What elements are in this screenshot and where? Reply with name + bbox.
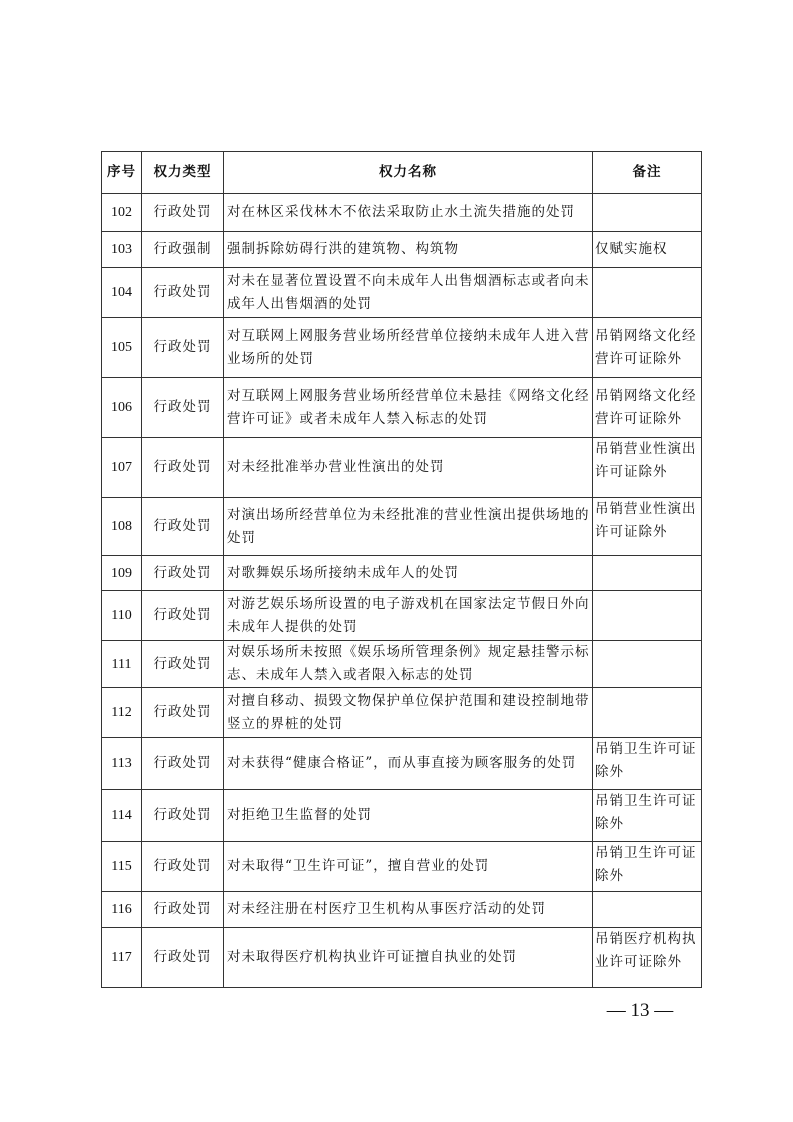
row-no: 102 [102, 194, 142, 232]
row-note: 吊销卫生许可证除外 [593, 738, 702, 790]
row-no: 115 [102, 842, 142, 892]
header-name: 权力名称 [224, 152, 593, 194]
row-type: 行政处罚 [142, 738, 224, 790]
table-row [102, 268, 702, 318]
row-no: 107 [102, 438, 142, 498]
header-no: 序号 [102, 152, 142, 194]
row-name: 对娱乐场所未按照《娱乐场所管理条例》规定悬挂警示标志、未成年人禁入或者限入标志的处罚 [224, 641, 593, 688]
page-number: — 13 — [606, 1000, 674, 1021]
row-note [593, 268, 702, 318]
row-type: 行政处罚 [142, 928, 224, 988]
row-note [593, 688, 702, 738]
row-type: 行政处罚 [142, 591, 224, 641]
power-list-table [101, 151, 702, 988]
row-type: 行政处罚 [142, 790, 224, 842]
table-header-row [102, 152, 702, 194]
row-note: 吊销医疗机构执业许可证除外 [593, 928, 702, 988]
row-type: 行政处罚 [142, 641, 224, 688]
row-type: 行政强制 [142, 232, 224, 268]
table-row [102, 738, 702, 790]
row-no: 108 [102, 498, 142, 556]
row-type: 行政处罚 [142, 688, 224, 738]
power-list-table-container [101, 151, 701, 988]
row-type: 行政处罚 [142, 556, 224, 591]
row-type: 行政处罚 [142, 892, 224, 928]
row-name: 对互联网上网服务营业场所经营单位未悬挂《网络文化经营许可证》或者未成年人禁入标志的处罚 [224, 378, 593, 438]
row-no: 113 [102, 738, 142, 790]
row-name: 强制拆除妨碍行洪的建筑物、构筑物 [224, 232, 593, 268]
row-no: 114 [102, 790, 142, 842]
row-note: 吊销营业性演出许可证除外 [593, 498, 702, 556]
row-name: 对拒绝卫生监督的处罚 [224, 790, 593, 842]
table-row [102, 378, 702, 438]
row-no: 106 [102, 378, 142, 438]
table-row [102, 318, 702, 378]
row-note: 吊销网络文化经营许可证除外 [593, 378, 702, 438]
row-name: 对演出场所经营单位为未经批准的营业性演出提供场地的处罚 [224, 498, 593, 556]
row-note: 吊销卫生许可证除外 [593, 790, 702, 842]
table-row [102, 232, 702, 268]
row-no: 105 [102, 318, 142, 378]
table-row [102, 591, 702, 641]
row-type: 行政处罚 [142, 438, 224, 498]
row-name: 对互联网上网服务营业场所经营单位接纳未成年人进入营业场所的处罚 [224, 318, 593, 378]
row-note [593, 194, 702, 232]
row-type: 行政处罚 [142, 194, 224, 232]
row-name: 对未经注册在村医疗卫生机构从事医疗活动的处罚 [224, 892, 593, 928]
table-row [102, 688, 702, 738]
row-note [593, 591, 702, 641]
table-row [102, 928, 702, 988]
table-row [102, 438, 702, 498]
row-note [593, 641, 702, 688]
row-note: 吊销营业性演出许可证除外 [593, 438, 702, 498]
row-type: 行政处罚 [142, 498, 224, 556]
table-row [102, 556, 702, 591]
table-row [102, 498, 702, 556]
row-name: 对游艺娱乐场所设置的电子游戏机在国家法定节假日外向未成年人提供的处罚 [224, 591, 593, 641]
row-name: 对未获得“健康合格证”，而从事直接为顾客服务的处罚 [224, 738, 593, 790]
row-no: 109 [102, 556, 142, 591]
row-note [593, 556, 702, 591]
header-type: 权力类型 [142, 152, 224, 194]
table-row [102, 892, 702, 928]
row-name: 对未取得医疗机构执业许可证擅自执业的处罚 [224, 928, 593, 988]
row-type: 行政处罚 [142, 268, 224, 318]
header-note: 备注 [593, 152, 702, 194]
table-row [102, 641, 702, 688]
row-note [593, 892, 702, 928]
table-row [102, 790, 702, 842]
row-type: 行政处罚 [142, 842, 224, 892]
row-no: 104 [102, 268, 142, 318]
row-type: 行政处罚 [142, 378, 224, 438]
table-row [102, 842, 702, 892]
row-no: 103 [102, 232, 142, 268]
row-no: 111 [102, 641, 142, 688]
row-name: 对未取得“卫生许可证”，擅自营业的处罚 [224, 842, 593, 892]
row-note: 仅赋实施权 [593, 232, 702, 268]
row-name: 对在林区采伐林木不依法采取防止水土流失措施的处罚 [224, 194, 593, 232]
row-type: 行政处罚 [142, 318, 224, 378]
row-no: 110 [102, 591, 142, 641]
row-no: 112 [102, 688, 142, 738]
row-name: 对未经批准举办营业性演出的处罚 [224, 438, 593, 498]
row-name: 对擅自移动、损毁文物保护单位保护范围和建设控制地带竖立的界桩的处罚 [224, 688, 593, 738]
row-note: 吊销卫生许可证除外 [593, 842, 702, 892]
row-note: 吊销网络文化经营许可证除外 [593, 318, 702, 378]
row-no: 117 [102, 928, 142, 988]
row-name: 对歌舞娱乐场所接纳未成年人的处罚 [224, 556, 593, 591]
row-no: 116 [102, 892, 142, 928]
row-name: 对未在显著位置设置不向未成年人出售烟酒标志或者向未成年人出售烟酒的处罚 [224, 268, 593, 318]
table-row [102, 194, 702, 232]
